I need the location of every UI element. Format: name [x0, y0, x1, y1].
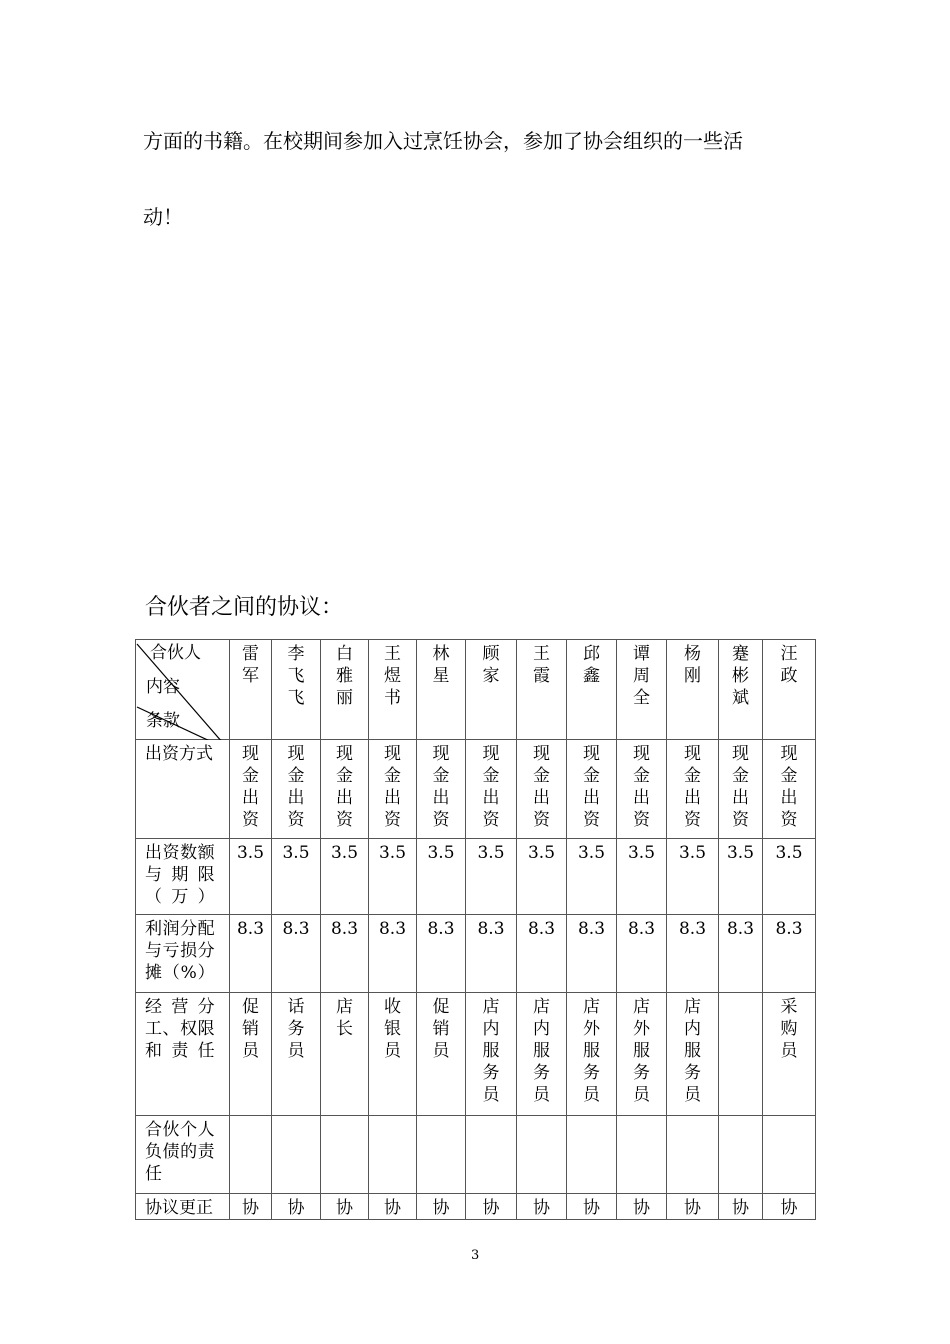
- partner-name: 李飞飞: [287, 644, 305, 708]
- row-label-cell: [136, 1116, 230, 1194]
- cell-value: 3.5: [427, 843, 455, 863]
- table-cell: [667, 740, 719, 839]
- table-cell: [230, 993, 272, 1116]
- table-cell: [272, 1116, 321, 1194]
- table-cell: [272, 915, 321, 993]
- header-label-content: 内容: [146, 677, 180, 697]
- table-cell: [667, 839, 719, 915]
- cell-value: 促销员: [432, 997, 450, 1061]
- table-cell: [763, 839, 816, 915]
- cell-value: 3.5: [527, 843, 556, 863]
- cell-value: 8.3: [775, 919, 803, 939]
- cell-value: 现金出资: [336, 744, 353, 830]
- cell-value: 3.5: [678, 843, 707, 863]
- table-cell: [763, 740, 816, 839]
- table-cell: [230, 915, 272, 993]
- cell-value: 8.3: [236, 919, 265, 939]
- cell-value: 协: [384, 1198, 401, 1218]
- partnership-agreement-table: [135, 639, 816, 1220]
- cell-value: 8.3: [726, 919, 755, 939]
- cell-value: 协: [633, 1198, 650, 1218]
- table-cell: [617, 839, 667, 915]
- table-cell: [719, 1116, 763, 1194]
- partner-name-cell: [517, 640, 567, 740]
- partner-name: 王煜书: [384, 644, 401, 708]
- cell-value: 8.3: [678, 919, 707, 939]
- row-label-cell: [136, 1194, 230, 1220]
- table-cell: [230, 1194, 272, 1220]
- table-row: [136, 1116, 816, 1194]
- partner-name: 白雅丽: [336, 644, 353, 708]
- cell-value: 收银员: [384, 997, 401, 1061]
- table-cell: [567, 1194, 617, 1220]
- table-cell: [517, 839, 567, 915]
- cell-value: 8.3: [378, 919, 407, 939]
- cell-value: 现金出资: [432, 744, 450, 830]
- cell-value: 店内服务员: [533, 997, 550, 1105]
- table-cell: [763, 993, 816, 1116]
- table-cell: [719, 993, 763, 1116]
- cell-value: 促销员: [242, 997, 259, 1061]
- partner-name: 杨刚: [684, 644, 701, 686]
- table-cell: [230, 839, 272, 915]
- table-cell: [272, 740, 321, 839]
- cell-value: 店内服务员: [482, 997, 500, 1105]
- paragraph-line: 方面的书籍。在校期间参加入过烹饪协会，参加了协会组织的一些活: [143, 129, 743, 153]
- table-cell: [369, 993, 417, 1116]
- cell-value: 8.3: [627, 919, 656, 939]
- table-cell: [369, 839, 417, 915]
- table-cell: [466, 740, 517, 839]
- row-label-cell: [136, 839, 230, 915]
- partner-name-cell: [667, 640, 719, 740]
- table-cell: [417, 740, 466, 839]
- table-cell: [369, 1116, 417, 1194]
- partner-name: 雷军: [242, 644, 259, 686]
- table-cell: [617, 740, 667, 839]
- table-cell: [517, 915, 567, 993]
- header-label-partner: 合伙人: [150, 643, 201, 663]
- cell-value: 现金出资: [633, 744, 650, 830]
- table-cell: [667, 1194, 719, 1220]
- cell-value: 协: [583, 1198, 600, 1218]
- diagonal-header-cell: [136, 640, 230, 740]
- cell-value: 协: [336, 1198, 353, 1218]
- row-label-cell: [136, 915, 230, 993]
- cell-value: 现金出资: [780, 744, 798, 830]
- cell-value: 协: [533, 1198, 550, 1218]
- table-cell: [719, 915, 763, 993]
- table-cell: [417, 1116, 466, 1194]
- table-cell: [567, 993, 617, 1116]
- table-cell: [763, 1116, 816, 1194]
- table-cell: [567, 1116, 617, 1194]
- partner-name-cell: [567, 640, 617, 740]
- table-cell: [466, 915, 517, 993]
- cell-value: 现金出资: [732, 744, 749, 830]
- partner-name-cell: [719, 640, 763, 740]
- cell-value: 现金出资: [482, 744, 500, 830]
- table-cell: [321, 839, 369, 915]
- table-cell: [719, 740, 763, 839]
- row-label: 经营分工、权限和责任: [145, 997, 215, 1061]
- table-cell: [272, 839, 321, 915]
- cell-value: 8.3: [477, 919, 505, 939]
- partner-name-cell: [417, 640, 466, 740]
- row-label: 出资数额与期限（万）: [145, 843, 215, 907]
- partner-name: 谭周全: [633, 644, 650, 708]
- cell-value: 8.3: [527, 919, 556, 939]
- table-cell: [466, 839, 517, 915]
- table-cell: [369, 1194, 417, 1220]
- table-cell: [567, 915, 617, 993]
- table-cell: [719, 1194, 763, 1220]
- cell-value: 3.5: [378, 843, 407, 863]
- row-label: 出资方式: [145, 744, 213, 764]
- cell-value: 店长: [336, 997, 353, 1039]
- cell-value: 3.5: [577, 843, 606, 863]
- cell-value: 3.5: [236, 843, 265, 863]
- row-label: 合伙个人负债的责任: [145, 1120, 215, 1184]
- partner-name: 林星: [432, 644, 450, 686]
- cell-value: 现金出资: [384, 744, 401, 830]
- cell-value: 8.3: [427, 919, 455, 939]
- table-cell: [617, 915, 667, 993]
- table-row: [136, 740, 816, 839]
- table-row: [136, 839, 816, 915]
- cell-value: 协: [287, 1198, 305, 1218]
- table-cell: [719, 839, 763, 915]
- cell-value: 3.5: [775, 843, 803, 863]
- cell-value: 现金出资: [242, 744, 259, 830]
- cell-value: 协: [242, 1198, 259, 1218]
- partner-name-cell: [763, 640, 816, 740]
- cell-value: 协: [432, 1198, 450, 1218]
- cell-value: 8.3: [330, 919, 359, 939]
- cell-value: 协: [732, 1198, 749, 1218]
- table-cell: [517, 740, 567, 839]
- table-cell: [617, 993, 667, 1116]
- cell-value: 协: [482, 1198, 500, 1218]
- paragraph-line: 动！: [143, 205, 183, 229]
- table-cell: [230, 1116, 272, 1194]
- section-heading: 合伙者之间的协议：: [145, 595, 344, 620]
- table-cell: [567, 740, 617, 839]
- table-cell: [667, 993, 719, 1116]
- cell-value: 3.5: [330, 843, 359, 863]
- table-cell: [417, 915, 466, 993]
- cell-value: 3.5: [627, 843, 656, 863]
- partner-name-cell: [272, 640, 321, 740]
- cell-value: 协: [780, 1198, 798, 1218]
- partner-name-cell: [617, 640, 667, 740]
- table-cell: [230, 740, 272, 839]
- cell-value: 店外服务员: [633, 997, 650, 1105]
- table-row: [136, 915, 816, 993]
- table-cell: [517, 1194, 567, 1220]
- table-cell: [567, 839, 617, 915]
- table-row: [136, 1194, 816, 1220]
- partner-name: 蹇彬斌: [732, 644, 749, 708]
- table-cell: [667, 915, 719, 993]
- table-cell: [321, 915, 369, 993]
- table-row: [136, 993, 816, 1116]
- cell-value: 现金出资: [287, 744, 305, 830]
- partner-name-cell: [321, 640, 369, 740]
- table-cell: [272, 993, 321, 1116]
- partner-name-cell: [369, 640, 417, 740]
- table-cell: [466, 993, 517, 1116]
- table-cell: [763, 915, 816, 993]
- cell-value: 3.5: [477, 843, 505, 863]
- row-label: 协议更正: [145, 1198, 213, 1218]
- cell-value: 店内服务员: [684, 997, 701, 1105]
- cell-value: 采购员: [780, 997, 798, 1061]
- table-cell: [369, 740, 417, 839]
- table-cell: [417, 1194, 466, 1220]
- table-cell: [617, 1116, 667, 1194]
- cell-value: 现金出资: [684, 744, 701, 830]
- row-label-cell: [136, 740, 230, 839]
- cell-value: 话务员: [287, 997, 305, 1061]
- partner-name: 王霞: [533, 644, 550, 686]
- table-cell: [321, 740, 369, 839]
- partner-name-cell: [466, 640, 517, 740]
- table-cell: [517, 1116, 567, 1194]
- table-cell: [321, 993, 369, 1116]
- table-cell: [517, 993, 567, 1116]
- cell-value: 8.3: [282, 919, 310, 939]
- table-cell: [272, 1194, 321, 1220]
- row-label-cell: [136, 993, 230, 1116]
- table-cell: [417, 839, 466, 915]
- cell-value: 现金出资: [533, 744, 550, 830]
- cell-value: 店外服务员: [583, 997, 600, 1105]
- row-label: 利润分配与亏损分摊（%）: [145, 919, 215, 983]
- cell-value: 现金出资: [583, 744, 600, 830]
- table-cell: [321, 1194, 369, 1220]
- partner-name: 顾家: [482, 644, 500, 686]
- table-cell: [617, 1194, 667, 1220]
- table-cell: [466, 1116, 517, 1194]
- header-label-terms: 条款: [146, 711, 180, 731]
- cell-value: 3.5: [282, 843, 310, 863]
- partner-name-cell: [230, 640, 272, 740]
- table-cell: [763, 1194, 816, 1220]
- table-cell: [466, 1194, 517, 1220]
- cell-value: 协: [684, 1198, 701, 1218]
- table-cell: [667, 1116, 719, 1194]
- partner-name: 汪政: [780, 644, 798, 686]
- cell-value: 8.3: [577, 919, 606, 939]
- partner-name: 邱鑫: [583, 644, 600, 686]
- table-cell: [369, 915, 417, 993]
- table-cell: [321, 1116, 369, 1194]
- cell-value: 3.5: [726, 843, 755, 863]
- page-number: 3: [471, 1248, 480, 1263]
- table-cell: [417, 993, 466, 1116]
